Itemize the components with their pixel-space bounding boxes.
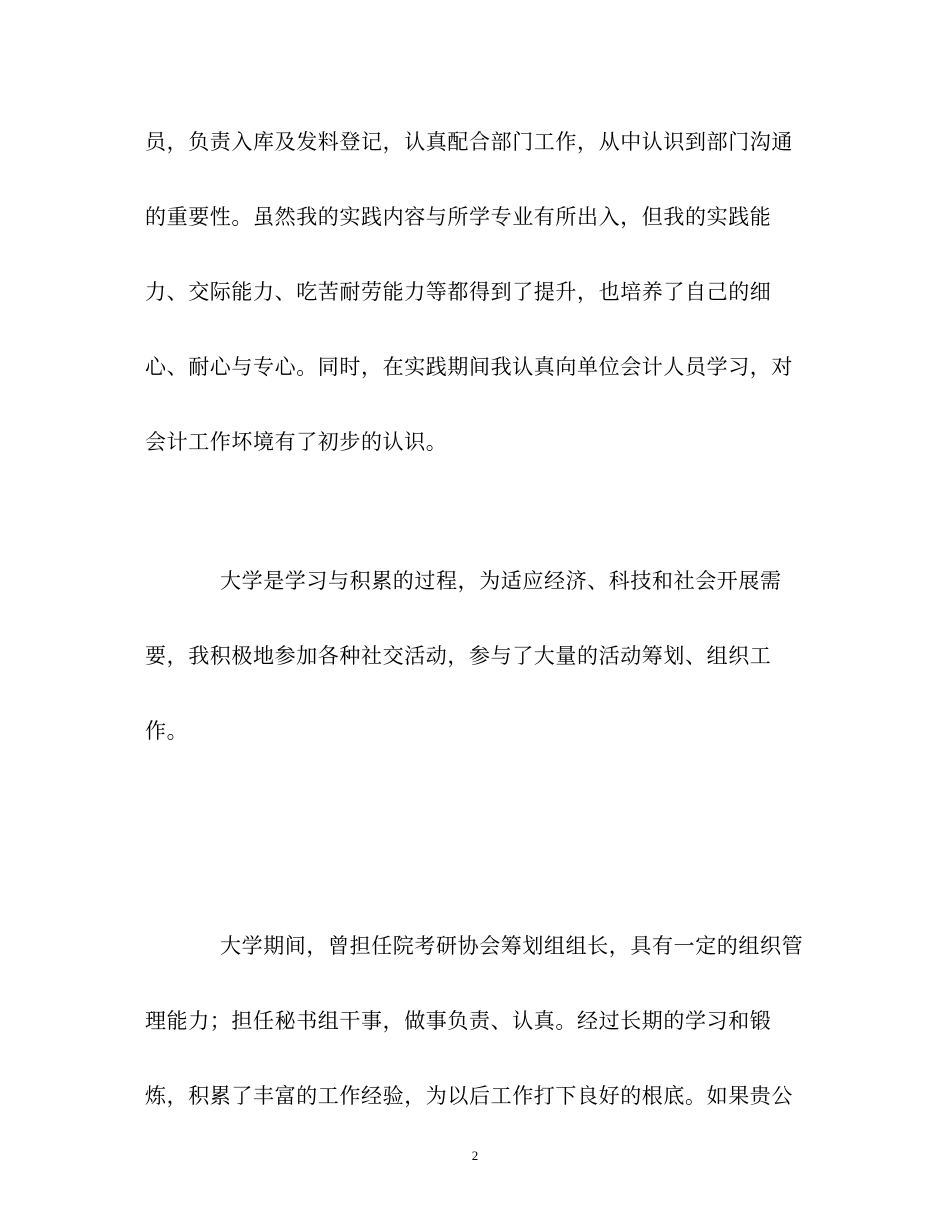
paragraph-1-line-3: 力、交际能力、吃苦耐劳能力等都得到了提升，也培养了自己的细 bbox=[145, 280, 772, 304]
paragraph-1-line-1: 员，负责入库及发料登记，认真配合部门工作，从中认识到部门沟通 bbox=[145, 130, 793, 154]
paragraph-1-line-5: 会计工作坏境有了初步的认识。 bbox=[145, 430, 448, 454]
paragraph-2-line-2: 要，我积极地参加各种社交活动，参与了大量的活动筹划、组织工 bbox=[145, 644, 772, 668]
paragraph-3-line-2: 理能力；担任秘书组干事，做事负责、认真。经过长期的学习和锻 bbox=[145, 1009, 772, 1033]
page-number: 2 bbox=[471, 1148, 479, 1163]
paragraph-2-line-3: 作。 bbox=[145, 719, 189, 743]
paragraph-3-line-1: 大学期间，曾担任院考研协会筹划组组长，具有一定的组织管 bbox=[220, 934, 804, 958]
paragraph-1-line-2: 的重要性。虽然我的实践内容与所学专业有所出入，但我的实践能 bbox=[145, 205, 772, 229]
paragraph-2-line-1: 大学是学习与积累的过程，为适应经济、科技和社会开展需 bbox=[220, 569, 782, 593]
paragraph-3-line-3: 炼，积累了丰富的工作经验，为以后工作打下良好的根底。如果贵公 bbox=[145, 1084, 793, 1108]
paragraph-1-line-4: 心、耐心与专心。同时，在实践期间我认真向单位会计人员学习，对 bbox=[145, 355, 793, 379]
